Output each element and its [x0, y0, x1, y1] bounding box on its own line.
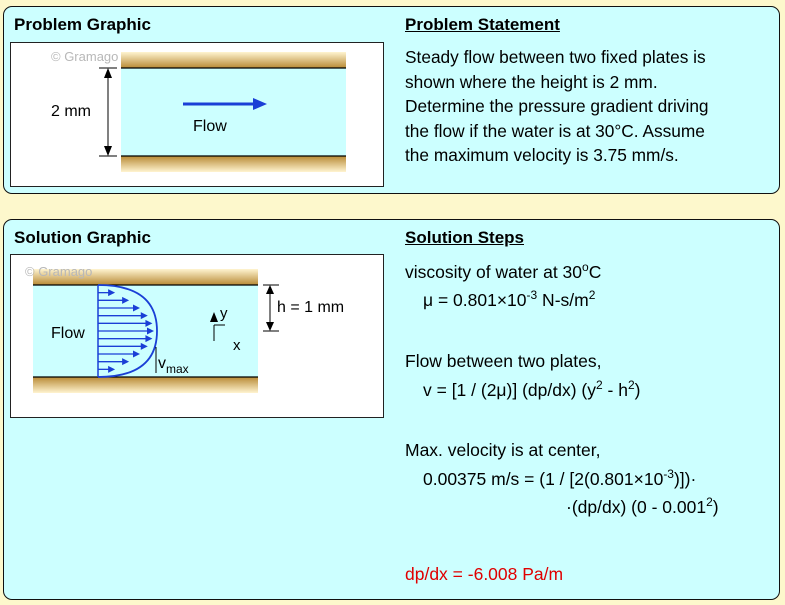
height-label: 2 mm: [51, 103, 91, 120]
step2-line2: v = [1 / (2μ)] (dp/dx) $(y^2 - h^2)$: [423, 378, 641, 400]
step3-line2: 0.00375 $m/s = (1 / [2(0.801\times 10^{-3})])\cdot$: [423, 467, 697, 489]
x-axis-label: x: [233, 337, 241, 354]
solution-steps-heading: Solution Steps: [405, 228, 524, 247]
solution-graphic-heading: Solution Graphic: [14, 228, 151, 247]
solution-diagram: [11, 255, 383, 417]
step1-line2: $\mu = 0.801\times 10^{-3}$ $N-s/m^2$: [423, 288, 596, 310]
statement-line: shown where the height is 2 mm.: [405, 71, 658, 92]
flow-label: Flow: [193, 118, 227, 135]
step2-line1: Flow between two plates,: [405, 351, 602, 371]
problem-graphic: [10, 42, 384, 187]
problem-statement: [405, 45, 775, 168]
watermark: © Gramago: [51, 49, 119, 64]
step3-line1: Max. velocity is at center,: [405, 440, 601, 460]
y-axis-label: y: [220, 305, 228, 322]
h-label: h = 1 mm: [277, 299, 345, 316]
statement-line: the flow if the water is at 30°C. Assume: [405, 120, 705, 141]
top-plate: [121, 52, 346, 68]
solution-graphic: [10, 254, 384, 418]
problem-statement-heading: Problem Statement: [405, 15, 560, 34]
bottom-plate: [121, 156, 346, 172]
step3-line3: ·(dp/dx) (0 - 0.001$^2$): [566, 495, 719, 517]
vmax-label: $v_{max}$: [158, 355, 189, 376]
flow-label: Flow: [51, 325, 85, 342]
bottom-plate: [33, 377, 258, 393]
result-answer: dp/dx = -6.008 Pa/m: [405, 564, 564, 584]
statement-line: Steady flow between two fixed plates is: [405, 47, 706, 67]
statement-line: the maximum velocity is 3.75 mm/s.: [405, 145, 679, 166]
problem-graphic-heading: Problem Graphic: [14, 15, 151, 34]
problem-diagram: [11, 43, 383, 186]
fluid-region: [121, 68, 346, 156]
watermark: © Gramago: [25, 264, 93, 279]
step1-line1: viscosity of water at 30$^o$C: [405, 260, 602, 282]
statement-line: Determine the pressure gradient driving: [405, 96, 709, 117]
